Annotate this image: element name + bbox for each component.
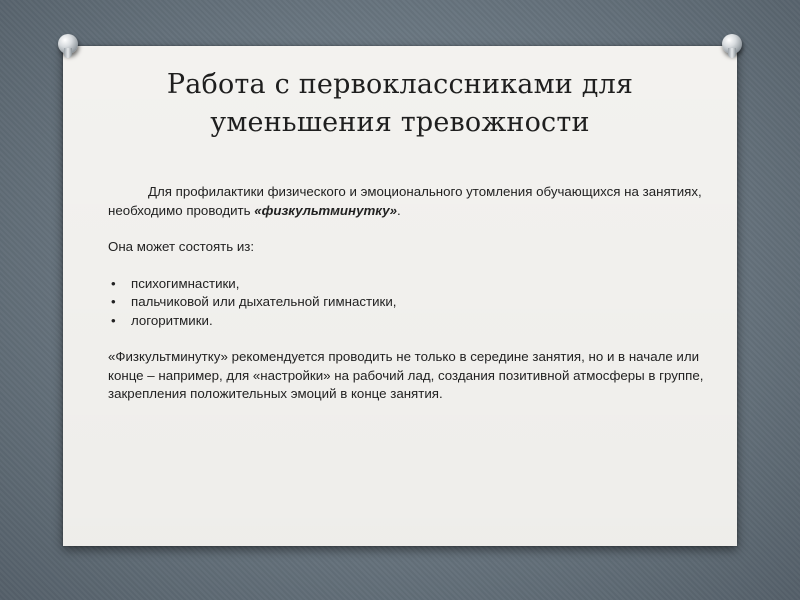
list-intro: Она может состоять из: [108, 239, 255, 254]
list-item [108, 293, 708, 312]
list-item-label: пальчиковой или дыхательной гимнастики, [131, 294, 397, 309]
intro-paragraph [108, 183, 708, 220]
title-line-2: уменьшения тревожности [210, 107, 590, 138]
intro-emphasis: «физкультминутку» [254, 202, 397, 218]
spacer [108, 330, 708, 348]
spacer [108, 257, 708, 275]
intro-text: Для профилактики физического и эмоционального утомления обучающихся на занятиях, необходимо проводить [108, 184, 702, 218]
bullet-icon: • [111, 312, 116, 328]
list-item-label: психогимнастики, [131, 275, 240, 291]
pushpin-icon [58, 34, 78, 54]
bullet-icon: • [111, 275, 116, 291]
spacer [108, 220, 708, 238]
title-line-1: Работа с первоклассниками для [166, 69, 634, 100]
bullet-list [108, 275, 708, 331]
closing-paragraph: «Физкультминутку» рекомендуется проводить не только в середине занятия, но и в начале или конце – например, для «настройки» на рабочий лад, создания позитивной атмосферы в группе, закрепления положительных эмоций в конце занятия. [108, 349, 704, 401]
list-item [108, 312, 708, 331]
pushpin-icon [722, 34, 742, 54]
bullet-icon: • [111, 294, 116, 309]
slide-title [63, 66, 737, 142]
list-item-label: логоритмики. [131, 312, 213, 328]
list-item [108, 275, 708, 294]
slide-body [108, 183, 708, 404]
intro-period: . [396, 202, 401, 218]
